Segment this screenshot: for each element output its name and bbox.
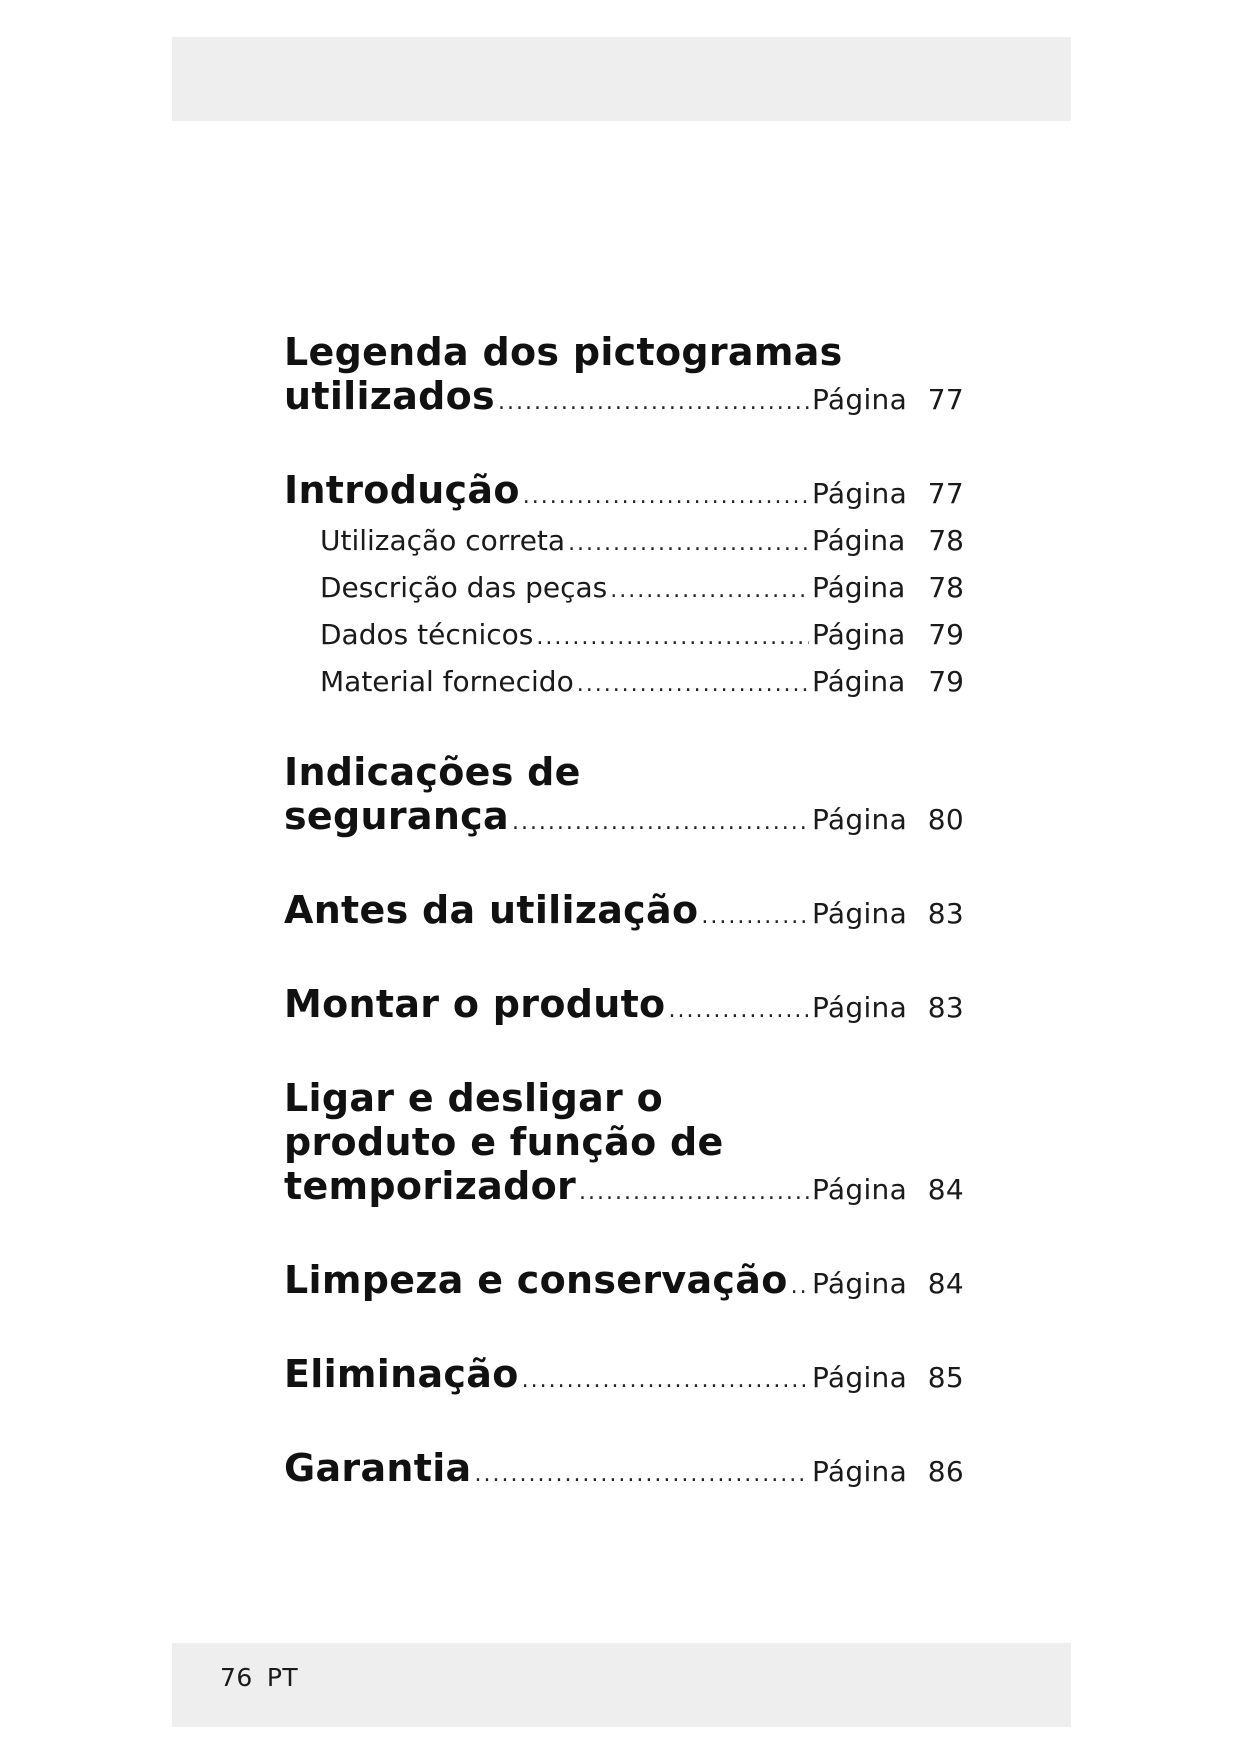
page-number: 80 [927,803,964,836]
toc-entry-title: Indicações de [284,750,581,794]
dot-leader [512,801,809,845]
toc-subentry-parts-description[interactable] [284,566,964,613]
toc-subentry-supplied-material[interactable] [284,660,964,707]
toc-entry-title: Garantia [284,1446,472,1490]
page-number: 83 [927,991,964,1024]
toc-entry-warranty[interactable] [284,1446,964,1497]
page-reference: Página 77 [812,472,964,516]
page-reference: Página 84 [812,1262,964,1306]
page-reference: Página 86 [812,1450,964,1494]
dot-leader [475,1453,809,1497]
page-reference: Página 77 [812,378,964,422]
dot-leader [536,616,809,660]
dot-leader [791,1265,809,1309]
toc-entry-title: Limpeza e conservação [284,1258,788,1302]
page-number: 79 [928,665,964,698]
dot-leader [668,989,809,1033]
dot-leader [579,1171,809,1215]
page-reference: Página 85 [812,1356,964,1400]
page-number: 85 [927,1361,964,1394]
toc-entry-title: Eliminação [284,1352,519,1396]
toc-entry-title: Montar o produto [284,982,666,1026]
dot-leader [568,522,809,566]
dot-leader [577,663,809,707]
page-reference: Página 78 [812,566,964,610]
dot-leader [701,895,809,939]
page-reference: Página 78 [812,519,964,563]
toc-entry-title: produto e função de [284,1120,724,1164]
page-reference: Página 83 [812,986,964,1030]
toc-entry-title: Introdução [284,468,520,512]
toc-entry-before-use[interactable] [284,888,964,939]
toc-entry-title: Ligar e desligar o [284,1076,664,1120]
toc-entry-title: utilizados [284,374,495,418]
toc-entry-assemble[interactable] [284,982,964,1033]
page-number: 79 [928,618,964,651]
page-reference: Página 84 [812,1168,964,1212]
page-number: 83 [927,897,964,930]
toc-subentry-title: Descrição das peças [320,571,608,604]
footer-page-number: 76 [220,1663,253,1692]
page-number: 77 [927,477,964,510]
page-reference: Página 83 [812,892,964,936]
toc-entry-pictograms[interactable] [284,330,964,425]
dot-leader [522,1359,809,1403]
page-reference: Página 79 [812,660,964,704]
toc-entry-title: Legenda dos pictogramas [284,330,843,374]
toc-subentry-title: Utilização correta [320,524,566,557]
toc-entry-safety[interactable] [284,750,964,845]
toc-subentry-technical-data[interactable] [284,613,964,660]
table-of-contents [284,330,964,1497]
dot-leader [523,475,809,519]
page-number: 78 [928,571,964,604]
toc-subentry-correct-use[interactable] [284,519,964,566]
page-reference: Página 80 [812,798,964,842]
toc-entry-disposal[interactable] [284,1352,964,1403]
toc-entry-cleaning[interactable] [284,1258,964,1309]
page-number: 77 [927,383,964,416]
page-number: 84 [927,1173,964,1206]
page-number: 78 [928,524,964,557]
page-reference: Página 79 [812,613,964,657]
page-number: 84 [927,1267,964,1300]
toc-subentry-title: Material fornecido [320,665,574,698]
toc-subentry-title: Dados técnicos [320,618,534,651]
toc-entry-title: Antes da utilização [284,888,699,932]
footer-language: PT [266,1663,299,1692]
toc-entry-title: segurança [284,794,509,838]
dot-leader [498,381,809,425]
page-footer [220,1663,298,1692]
toc-entry-title: temporizador [284,1164,577,1208]
page-number: 86 [927,1455,964,1488]
toc-entry-introduction[interactable] [284,468,964,519]
footer-band [172,1643,1071,1727]
dot-leader [610,569,809,613]
header-band [172,37,1071,121]
toc-entry-power-timer[interactable] [284,1076,964,1215]
